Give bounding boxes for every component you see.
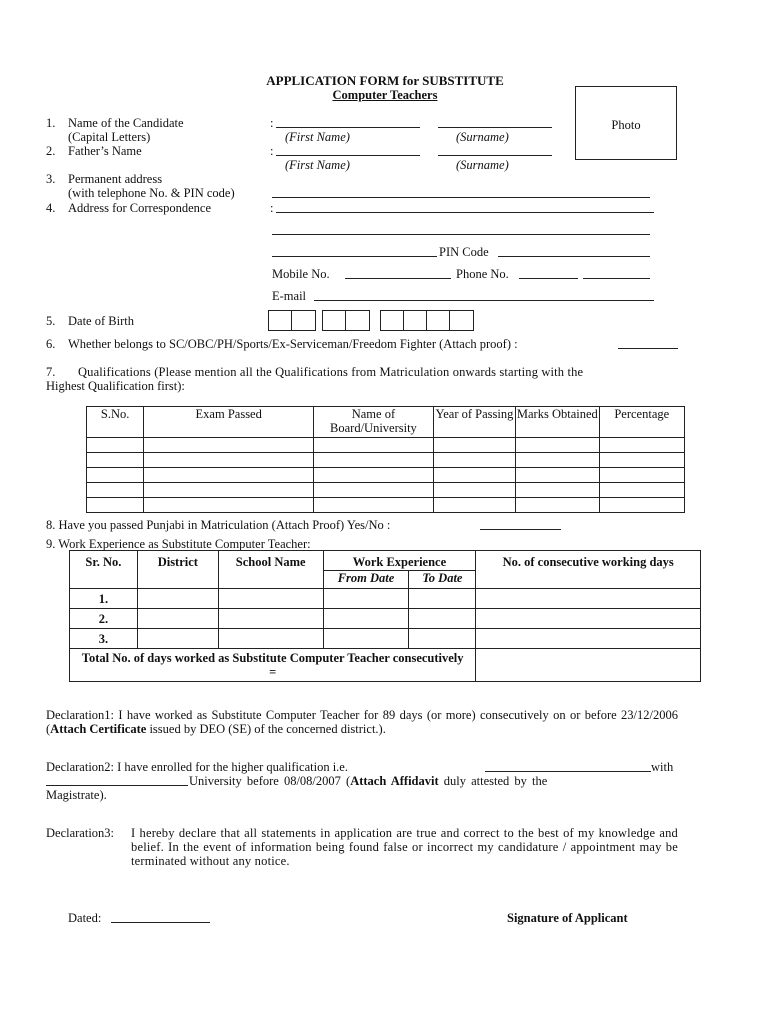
- work-row[interactable]: [70, 609, 701, 629]
- work-header-to-date: To Date: [409, 571, 476, 589]
- q5-label: Date of Birth: [68, 314, 134, 328]
- q3-label: Permanent address: [68, 172, 163, 186]
- declaration-2-univ: University before 08/08/2007 (: [189, 774, 351, 788]
- work-header-from-date: From Date: [323, 571, 409, 589]
- phone-line-1[interactable]: [519, 278, 578, 279]
- dob-box-y3[interactable]: [426, 310, 450, 331]
- work-row-number: 1.: [70, 589, 138, 609]
- q2-colon: :: [270, 144, 274, 158]
- work-header-school: School Name: [218, 551, 323, 589]
- correspondence-address-line-3[interactable]: [272, 256, 437, 257]
- declaration-2-bold: Attach Affidavit: [350, 774, 439, 788]
- work-row[interactable]: [70, 629, 701, 649]
- q1-surname-line[interactable]: [438, 127, 552, 128]
- q2-first-name-line[interactable]: [276, 155, 420, 156]
- qual-header-board: Name of Board/University: [314, 407, 434, 438]
- q7-number: 7.: [46, 365, 56, 379]
- work-header-srno: Sr. No.: [70, 551, 138, 589]
- q1-sublabel: (Capital Letters): [68, 130, 151, 144]
- qual-header-percentage: Percentage: [599, 407, 684, 438]
- work-row[interactable]: [70, 589, 701, 609]
- declaration-1-bold: Attach Certificate: [50, 722, 147, 736]
- work-total-value[interactable]: [476, 649, 701, 682]
- qual-header-marks: Marks Obtained: [516, 407, 599, 438]
- declaration-1-suffix: issued by DEO (SE) of the concerned district.).: [146, 722, 386, 736]
- q4-colon: :: [270, 201, 274, 215]
- qual-header-sno: S.No.: [87, 407, 144, 438]
- category-line[interactable]: [618, 348, 678, 349]
- photo-label: Photo: [611, 118, 641, 132]
- email-line[interactable]: [314, 300, 654, 301]
- work-row-number: 3.: [70, 629, 138, 649]
- declaration-3-label: Declaration3:: [46, 826, 115, 840]
- dob-box-d1[interactable]: [268, 310, 292, 331]
- email-label: E-mail: [272, 289, 307, 303]
- form-title: APPLICATION FORM for SUBSTITUTE: [266, 73, 504, 88]
- q1-surname-hint: (Surname): [456, 130, 509, 144]
- signature-label: Signature of Applicant: [507, 911, 628, 925]
- q9-label: 9. Work Experience as Substitute Computer Teacher:: [46, 537, 311, 551]
- dob-box-m1[interactable]: [322, 310, 346, 331]
- qualifications-table: [86, 406, 685, 513]
- q6-label: Whether belongs to SC/OBC/PH/Sports/Ex-Serviceman/Freedom Fighter (Attach proof) :: [68, 337, 518, 351]
- work-total-label: Total No. of days worked as Substitute Computer Teacher consecutively =: [70, 649, 476, 682]
- q2-first-name-hint: (First Name): [285, 158, 350, 172]
- qual-header-exam: Exam Passed: [144, 407, 314, 438]
- pin-code-label: PIN Code: [439, 245, 489, 259]
- qual-row[interactable]: [87, 468, 685, 483]
- q2-number: 2.: [46, 144, 56, 158]
- dob-box-d2[interactable]: [291, 310, 316, 331]
- work-header-district: District: [137, 551, 218, 589]
- pin-code-line[interactable]: [498, 256, 650, 257]
- mobile-label: Mobile No.: [272, 267, 330, 281]
- qual-header-year: Year of Passing: [433, 407, 515, 438]
- phone-label: Phone No.: [456, 267, 509, 281]
- work-total-row: [70, 649, 701, 682]
- q3-sublabel: (with telephone No. & PIN code): [68, 186, 235, 200]
- work-header-experience: Work Experience: [323, 551, 476, 571]
- declaration-2-suffix: duly attested by the: [438, 774, 548, 788]
- declaration-3-text: I hereby declare that all statements in application are true and correct to the best of my knowledge and belief. In the event of information being found false or incorrect my candidature / appointment may be terminated without any notice.: [131, 826, 678, 868]
- dob-box-y2[interactable]: [403, 310, 427, 331]
- dated-label: Dated:: [68, 911, 102, 925]
- qual-row[interactable]: [87, 453, 685, 468]
- declaration-2-line3: Magistrate).: [46, 788, 107, 802]
- photo-box[interactable]: [575, 86, 677, 160]
- q5-number: 5.: [46, 314, 56, 328]
- declaration-1-prefix: Declaration1: I have worked as Substitute Computer Teacher for 89 days (or more) consecutively on or before 23/12/2006 (: [46, 708, 678, 736]
- declaration-2-with: with: [651, 760, 674, 774]
- phone-line-2[interactable]: [583, 278, 650, 279]
- correspondence-address-line-1[interactable]: [276, 212, 654, 213]
- dated-line[interactable]: [111, 922, 210, 923]
- dob-box-m2[interactable]: [345, 310, 370, 331]
- work-header-consecutive: No. of consecutive working days: [476, 551, 701, 589]
- qual-header-row: [87, 407, 685, 438]
- q2-surname-hint: (Surname): [456, 158, 509, 172]
- q7-label-line2: Highest Qualification first):: [46, 379, 185, 393]
- dob-box-y4[interactable]: [449, 310, 474, 331]
- permanent-address-line[interactable]: [272, 197, 650, 198]
- qual-row[interactable]: [87, 498, 685, 513]
- declaration-2-line1: Declaration2: I have enrolled for the higher qualification i.e.: [46, 760, 348, 774]
- work-row-number: 2.: [70, 609, 138, 629]
- higher-qualification-line[interactable]: [485, 771, 651, 772]
- q1-first-name-hint: (First Name): [285, 130, 350, 144]
- qual-row[interactable]: [87, 438, 685, 453]
- q3-number: 3.: [46, 172, 56, 186]
- q7-label: Qualifications (Please mention all the Qualifications from Matriculation onwards starting with the: [78, 365, 584, 379]
- correspondence-address-line-2[interactable]: [272, 234, 650, 235]
- q1-colon: :: [270, 116, 274, 130]
- q2-surname-line[interactable]: [438, 155, 552, 156]
- form-subtitle: Computer Teachers: [332, 88, 438, 102]
- declaration-2-line2: [189, 774, 547, 788]
- q1-first-name-line[interactable]: [276, 127, 420, 128]
- mobile-line[interactable]: [345, 278, 451, 279]
- q2-label: Father’s Name: [68, 144, 142, 158]
- q4-number: 4.: [46, 201, 56, 215]
- dob-box-y1[interactable]: [380, 310, 404, 331]
- q8-label: 8. Have you passed Punjabi in Matriculation (Attach Proof) Yes/No :: [46, 518, 391, 532]
- q1-number: 1.: [46, 116, 56, 130]
- q6-number: 6.: [46, 337, 56, 351]
- university-line[interactable]: [46, 785, 188, 786]
- declaration-1: [46, 708, 678, 736]
- work-experience-table: [69, 550, 701, 682]
- punjabi-line[interactable]: [480, 529, 561, 530]
- q4-label: Address for Correspondence: [68, 201, 212, 215]
- qual-row[interactable]: [87, 483, 685, 498]
- q1-label: Name of the Candidate: [68, 116, 184, 130]
